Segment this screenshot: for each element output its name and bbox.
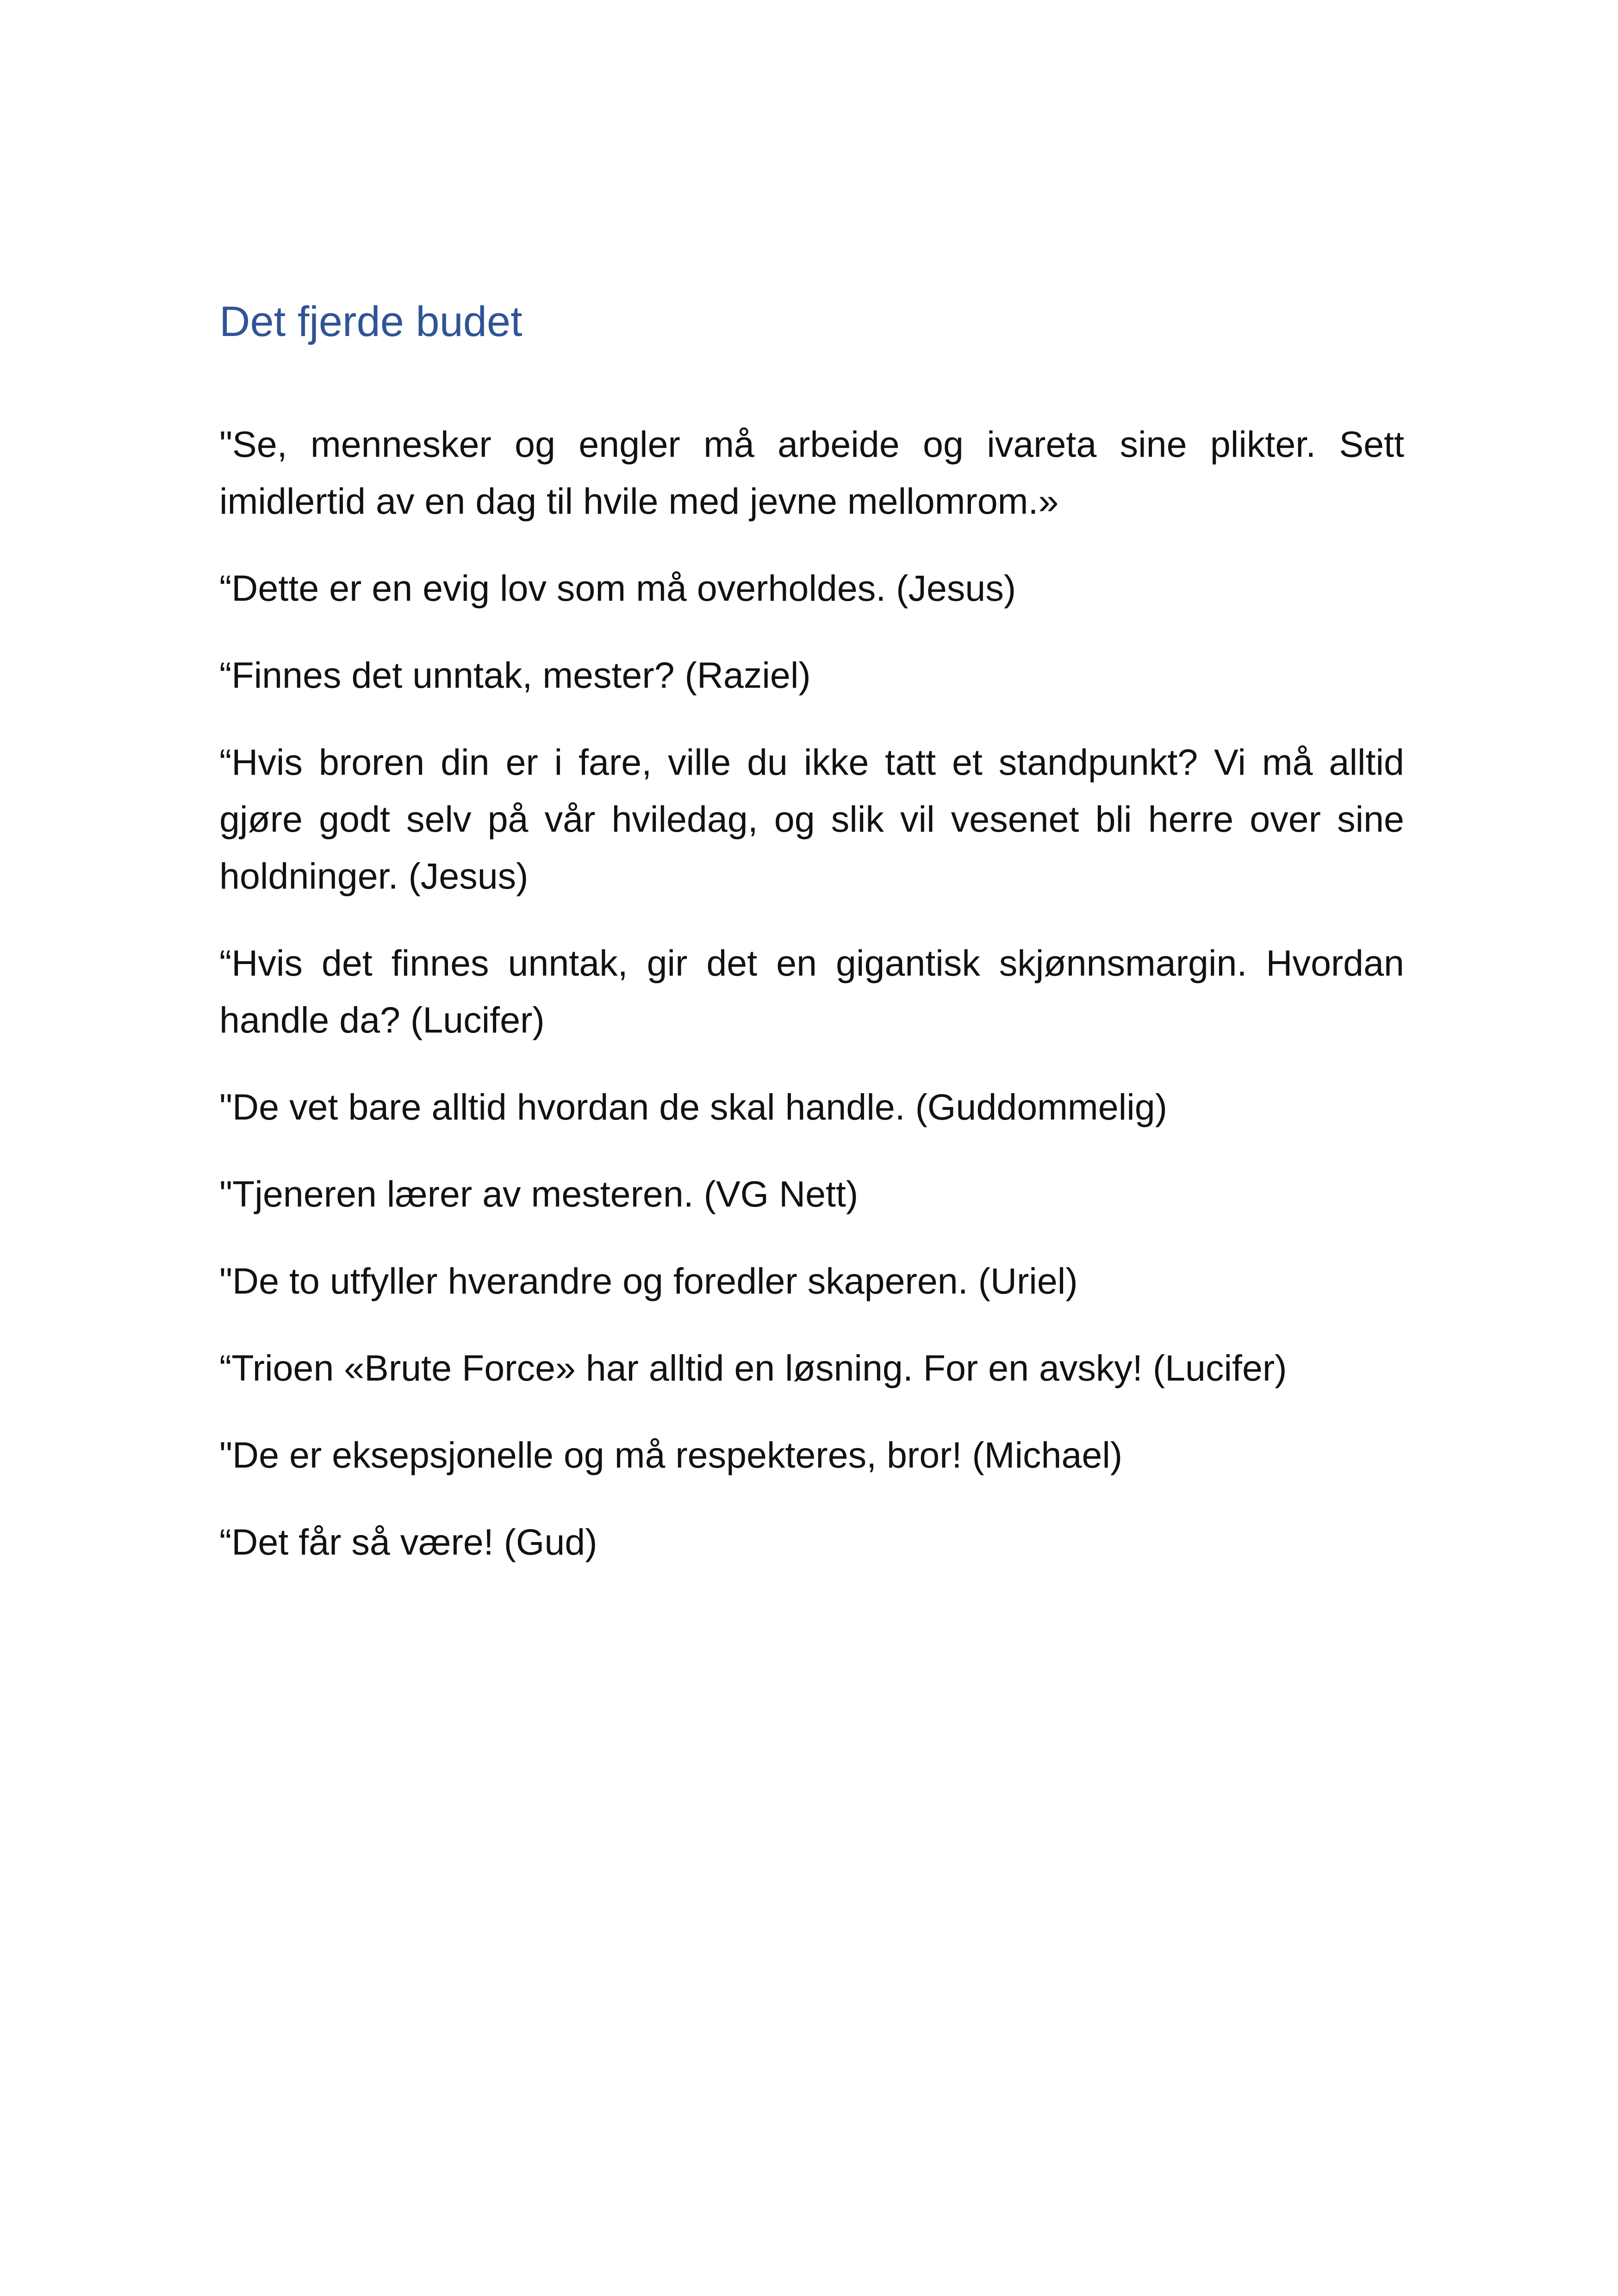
document-heading: Det fjerde budet [219,298,523,345]
paragraph-9: “Trioen «Brute Force» har alltid en løsning. For en avsky! (Lucifer) [219,1347,1287,1389]
paragraph-6: "De vet bare alltid hvordan de skal handle. (Guddommelig) [219,1086,1168,1128]
paragraph-7: "Tjeneren lærer av mesteren. (VG Nett) [219,1173,859,1215]
paragraph-4: “Hvis broren din er i fare, ville du ikke tatt et standpunkt? Vi må alltid gjøre godt selv på vår hviledag, og slik vil vesenet bli herre over sine holdninger. (Jesus) [219,741,1404,897]
paragraph-2: “Dette er en evig lov som må overholdes. (Jesus) [219,567,1016,609]
paragraph-5: “Hvis det finnes unntak, gir det en gigantisk skjønnsmargin. Hvordan handle da? (Lucifer) [219,942,1404,1041]
paragraph-10: "De er eksepsjonelle og må respekteres, bror! (Michael) [219,1434,1123,1476]
paragraph-11: “Det får så være! (Gud) [219,1521,597,1563]
paragraph-1: "Se, mennesker og engler må arbeide og ivareta sine plikter. Sett imidlertid av en dag til hvile med jevne mellomrom.» [219,423,1404,522]
paragraph-8: "De to utfyller hverandre og foredler skaperen. (Uriel) [219,1260,1078,1302]
paragraph-3: “Finnes det unntak, mester? (Raziel) [219,654,811,696]
document-content [219,296,1404,1600]
